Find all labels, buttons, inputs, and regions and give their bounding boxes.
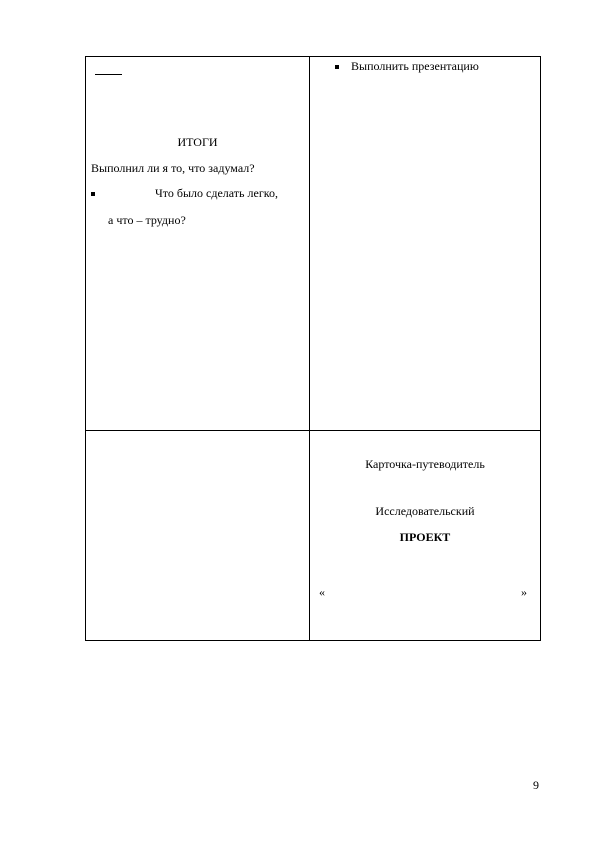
bullet-list-item <box>91 186 95 201</box>
document-table <box>85 56 541 641</box>
quote-open-mark: « <box>319 585 325 599</box>
results-heading: ИТОГИ <box>177 135 218 149</box>
make-presentation-item: Выполнить презентацию <box>351 59 479 73</box>
square-bullet-icon <box>91 192 95 196</box>
table-horizontal-divider <box>86 430 540 431</box>
square-bullet-icon <box>335 65 339 69</box>
quote-close-mark: » <box>521 585 527 599</box>
bullet-list-item <box>335 59 339 74</box>
blank-underline <box>95 74 122 75</box>
page-number: 9 <box>533 778 539 792</box>
project-heading: ПРОЕКТ <box>399 530 451 544</box>
project-type-label: Исследовательский <box>375 504 475 518</box>
question-easy-part: Что было сделать легко, <box>155 186 278 200</box>
guide-card-title: Карточка-путеводитель <box>365 457 485 471</box>
question-hard-part: а что – трудно? <box>108 213 186 227</box>
table-vertical-divider <box>309 57 310 640</box>
question-done-what-planned: Выполнил ли я то, что задумал? <box>91 161 255 175</box>
